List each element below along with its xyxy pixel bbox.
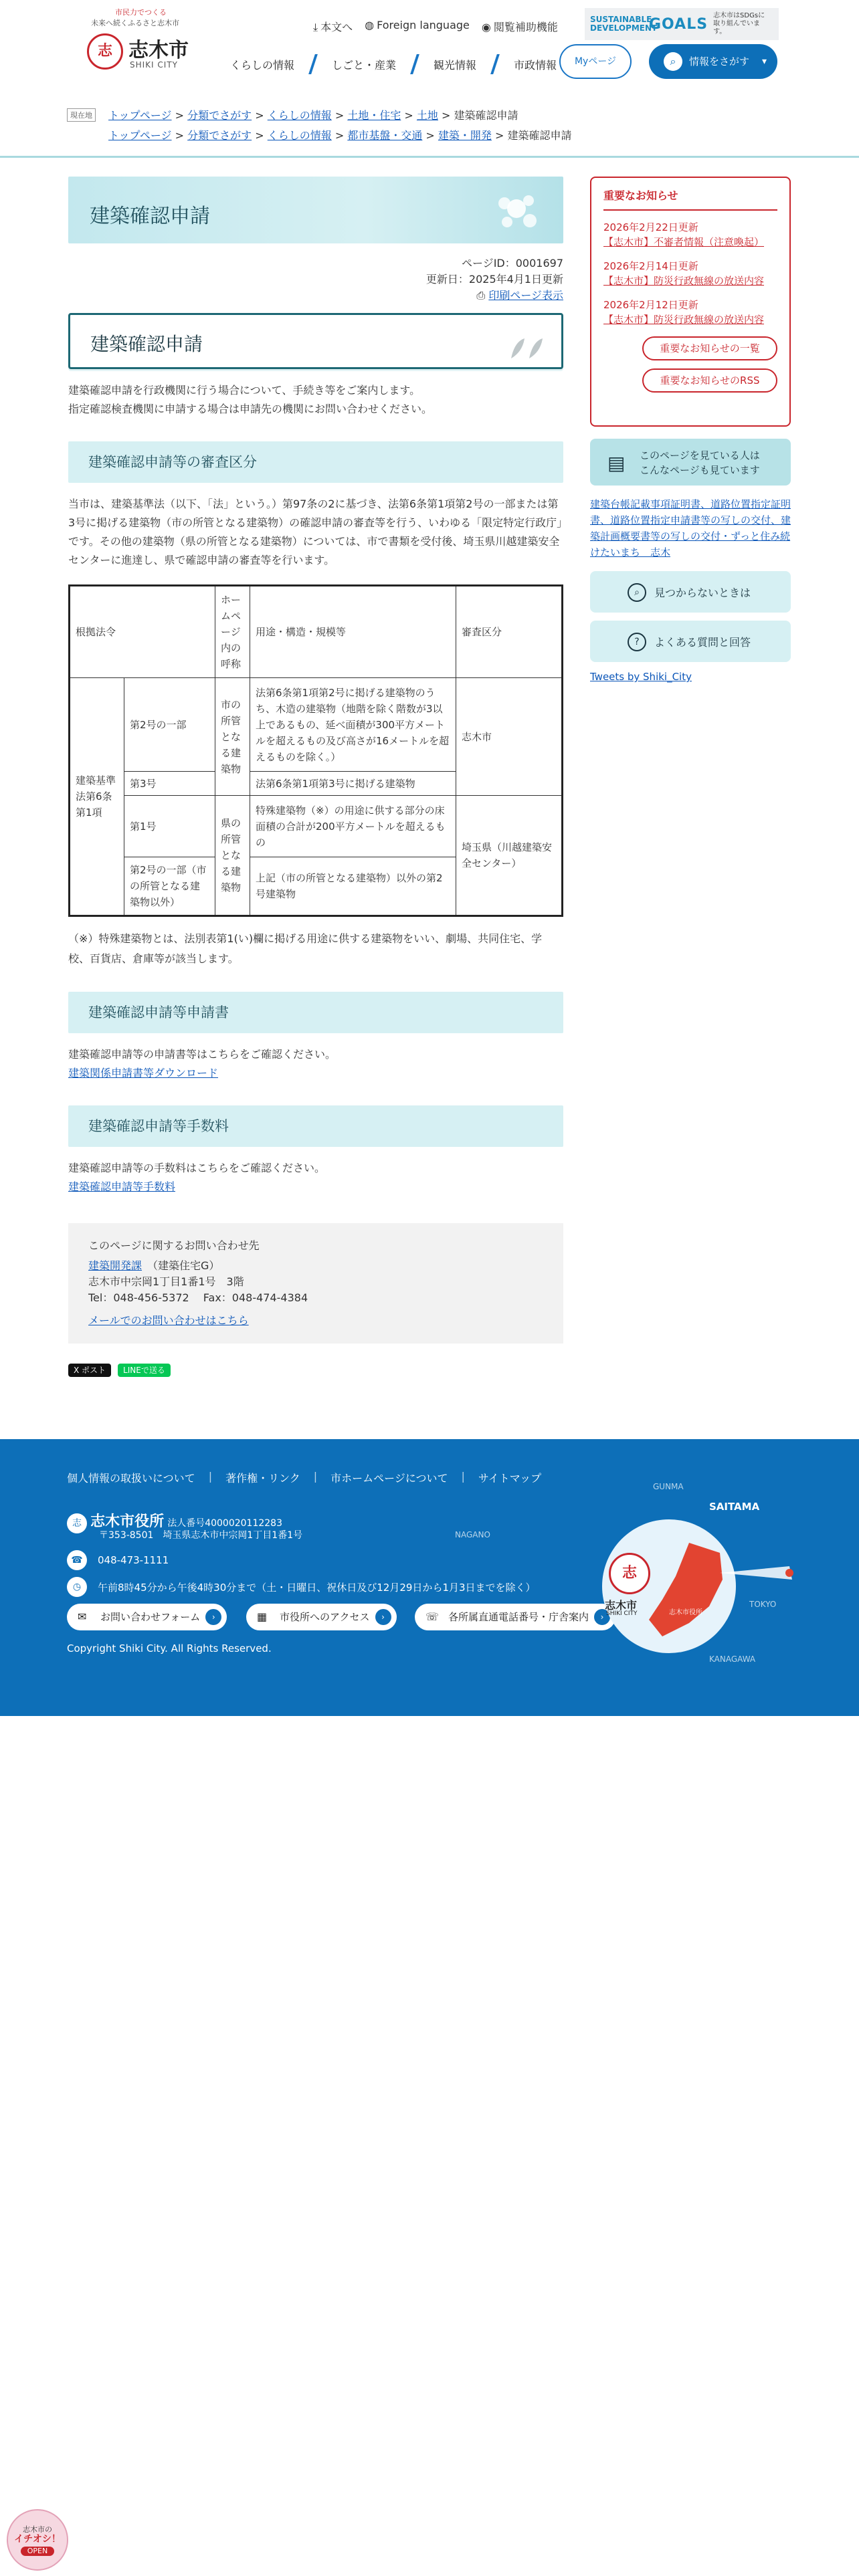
- sdgs-top: SUSTAINABLE DEVELOPMENT: [590, 15, 658, 33]
- global-nav: [213, 52, 574, 76]
- phone-icon: ☎: [67, 1550, 87, 1570]
- news-date: 2026年2月12日更新: [603, 299, 698, 311]
- section-heading-text: 建築確認申請: [90, 333, 203, 355]
- breadcrumb-link[interactable]: 土地: [416, 109, 438, 122]
- footer-link[interactable]: 個人情報の取扱いについて: [67, 1472, 195, 1485]
- footer-corp-number: 法人番号4000020112283: [167, 1518, 282, 1529]
- logo-tagline-2: 未来へ続くふるさと志木市: [91, 19, 179, 27]
- footer-hours-text: 午前8時45分から午後4時30分まで（土・日曜日、祝休日及び12月29日から1月3日までを除く）: [98, 1581, 536, 1594]
- main-content: [68, 177, 563, 1377]
- map-city-en: SHIKI CITY: [606, 1610, 638, 1617]
- table-header: 根拠法令: [70, 586, 215, 678]
- news-date: 2026年2月14日更新: [603, 260, 698, 272]
- review-table: [68, 584, 563, 917]
- sec-forms-text: 建築確認申請等の申請書等はこちらをご確認ください。 建築関係申請書等ダウンロード: [68, 1048, 337, 1079]
- breadcrumb-link[interactable]: 建築・開発: [438, 129, 492, 142]
- breadcrumb-line-1: トップページ > 分類でさがす > くらしの情報 > 土地・住宅 > 土地 > 建築確認申請: [108, 109, 518, 122]
- inquiry-form-button[interactable]: ✉ お問い合わせフォーム ›: [67, 1604, 227, 1630]
- news-link[interactable]: 【志木市】不審者情報（注意喚起）: [603, 236, 765, 248]
- section-heading: [68, 313, 563, 369]
- sec-review-text: 当市は、建築基準法（以下、「法」という。）第97条の2に基づき、法第6条第1項第2号の一部または第3号に掲げる建築物（市の所管となる建築物）の確認申請の審査等を行う、いわゆる「限定特定行政庁」です。その他の建築物（県の所管となる建築物）については、市で書類を受付後、埼玉県川越建築安全センターに進達し、県で確認申請の審査等を行います。: [68, 498, 563, 566]
- important-notices: [590, 177, 791, 427]
- note-text: （※）特殊建築物とは、法別表第1(い)欄に掲げる用途に供する建築物をいい、劇場、共同住宅、学校、百貨店、倉庫等が該当します。: [68, 932, 543, 965]
- nav-work[interactable]: しごと・産業: [332, 58, 397, 72]
- line-share-button[interactable]: LINEで送る: [118, 1364, 171, 1377]
- breadcrumb-line-2: トップページ > 分類でさがす > くらしの情報 > 都市基盤・交通 > 建築・開発 > 建築確認申請: [108, 129, 572, 142]
- news-item: [603, 220, 777, 249]
- table-header: 審査区分: [456, 586, 563, 678]
- not-found-label: 見つからないときは: [654, 586, 751, 599]
- also-viewed-header: [590, 439, 791, 486]
- recommend-open-button[interactable]: [7, 2509, 68, 2571]
- recommend-open-label: OPEN: [21, 2547, 54, 2556]
- foreign-language-link[interactable]: ◍ Foreign language: [365, 19, 470, 31]
- news-item: [603, 259, 777, 288]
- footer-phone: [67, 1550, 169, 1570]
- news-item: [603, 298, 777, 327]
- forms-download-link[interactable]: 建築関係申請書等ダウンロード: [68, 1067, 219, 1079]
- arrow-right-icon: ›: [375, 1609, 391, 1625]
- table-cell: 第2号の一部（市の所管となる建築物以外）: [124, 857, 215, 916]
- city-emblem-icon: 志: [67, 1513, 87, 1533]
- arrow-right-icon: ›: [205, 1609, 221, 1625]
- news-link[interactable]: 【志木市】防災行政無線の放送内容: [603, 314, 765, 326]
- table-cell: 法第6条第1項第2号に掲げる建築物のうち、木造の建築物（地階を除く階数が3以上であるもの、延べ面積が300平方メートルを超えるもの及び高さが16メートルを超えるものを除く。）: [250, 678, 456, 772]
- contact-title: このページに関するお問い合わせ先: [88, 1239, 260, 1252]
- table-cell: 第1号: [124, 796, 215, 857]
- x-post-button[interactable]: X ポスト: [68, 1364, 111, 1377]
- site-header: [0, 0, 859, 100]
- breadcrumb-link[interactable]: 土地・住宅: [347, 109, 401, 122]
- intro-text: 建築確認申請を行政機関に行う場合について、手続き等をご案内します。 指定確認検査機関に申請する場合は申請先の機関にお問い合わせください。: [68, 384, 433, 415]
- skip-to-content-link[interactable]: ⤓ 本文へ: [313, 21, 353, 33]
- print-link[interactable]: 印刷ページ表示: [488, 289, 563, 302]
- breadcrumb-link[interactable]: 分類でさがす: [187, 109, 252, 122]
- search-info-button[interactable]: [649, 44, 777, 79]
- not-found-button[interactable]: [590, 571, 791, 613]
- copyright: Copyright Shiki City. All Rights Reserved.: [67, 1642, 272, 1654]
- table-cell: 埼玉県（川越建築安全センター）: [456, 796, 563, 916]
- recommend-line2: イチオシ！: [14, 2534, 61, 2545]
- logo-name: 志木市: [128, 39, 189, 62]
- map-label: KANAGAWA: [709, 1654, 756, 1664]
- map-label: TOKYO: [749, 1600, 777, 1609]
- utility-links: [313, 19, 558, 34]
- site-footer: [0, 1439, 859, 1716]
- mypage-button[interactable]: [559, 44, 632, 79]
- table-header: 用途・構造・規模等: [250, 586, 456, 678]
- phone-directory-icon: ☏: [425, 1610, 440, 1623]
- breadcrumb-badge: 現在地: [67, 108, 96, 122]
- sidebar: [590, 177, 791, 685]
- site-logo[interactable]: [82, 7, 209, 68]
- leaf-decoration-icon: [508, 335, 548, 362]
- footer-link[interactable]: サイトマップ: [478, 1472, 542, 1485]
- table-cell: 市の所管となる建築物: [215, 678, 250, 796]
- sdgs-sub: 志木市はSDGsに取り組んでいます。: [713, 12, 765, 35]
- also-viewed-link[interactable]: 建築台帳記載事項証明書、道路位置指定証明書、道路位置指定申請書等の写しの交付、建築計画概要書等の写しの交付・ずっと住み続けたいまち 志木: [590, 498, 791, 558]
- access-button[interactable]: ▦ 市役所へのアクセス ›: [246, 1604, 397, 1630]
- sec-forms-title: 建築確認申請等申請書: [68, 992, 563, 1033]
- download-icon: ⤓: [313, 21, 318, 33]
- nav-living[interactable]: くらしの情報: [230, 58, 295, 72]
- footer-hours: [67, 1577, 536, 1597]
- contact-address: 志木市中宗岡1丁目1番1号 3階: [88, 1275, 244, 1288]
- footer-city-info: [67, 1510, 468, 1541]
- map-cityhall: 志木市役所: [669, 1609, 702, 1616]
- flower-decoration-icon: [490, 189, 543, 235]
- table-cell: 志木市: [456, 678, 563, 796]
- also-viewed-line2: こんなページも見ています: [640, 464, 760, 476]
- sec-fees-title: 建築確認申請等手数料: [68, 1105, 563, 1147]
- page-title-banner: [68, 177, 563, 243]
- footer-link[interactable]: 市ホームページについて: [330, 1472, 448, 1485]
- map-label: NAGANO: [455, 1530, 490, 1539]
- table-header: ホームページ内の呼称: [215, 586, 250, 678]
- breadcrumb-link[interactable]: トップページ: [108, 109, 172, 122]
- table-cell: 第2号の一部: [124, 678, 215, 772]
- logo-en: SHIKI CITY: [130, 60, 178, 70]
- contact-sub: （建築住宅G）: [153, 1259, 220, 1272]
- logo-tagline: 市民力でつくる: [115, 8, 167, 17]
- updated-date: 更新日：2025年4月1日更新: [425, 273, 563, 286]
- footer-address: 〒353-8501 埼玉県志木市中宗岡1丁目1番1号: [99, 1529, 303, 1541]
- breadcrumb: [0, 100, 859, 158]
- magnifier-page-icon: ⌕: [628, 583, 646, 602]
- nav-cityinfo[interactable]: 市政情報: [514, 58, 557, 72]
- map-emblem-icon: 志: [609, 1553, 650, 1594]
- printer-icon: ⎙: [476, 289, 489, 302]
- mail-icon: ✉: [78, 1610, 87, 1623]
- page-meta: [68, 255, 563, 304]
- table-cell: 建築基準法第6条第1項: [70, 678, 124, 916]
- breadcrumb-link[interactable]: くらしの情報: [267, 129, 332, 142]
- mypage-label: Myページ: [574, 56, 617, 67]
- table-cell: 上記（市の所管となる建築物）以外の第2号建築物: [250, 857, 456, 916]
- page-title: 建築確認申請: [90, 205, 210, 228]
- tweets-link[interactable]: Tweets by Shiki_City: [590, 671, 692, 683]
- table-cell: 県の所管となる建築物: [215, 796, 250, 916]
- recommend-line1: 志木市の: [23, 2525, 52, 2534]
- table-cell: 特殊建築物（※）の用途に供する部分の床面積の合計が200平方メートルを超えるもの: [250, 796, 456, 857]
- nav-tourism[interactable]: 観光情報: [434, 58, 477, 72]
- footer-links: 個人情報の取扱いについて | 著作権・リンク | 市ホームページについて | サイトマップ: [67, 1470, 542, 1485]
- footer-phone-number: 048-473-1111: [98, 1554, 169, 1566]
- contact-dept-link[interactable]: 建築開発課: [88, 1259, 142, 1272]
- question-icon: ?: [628, 633, 646, 651]
- clock-icon: ◷: [67, 1577, 87, 1597]
- breadcrumb-link[interactable]: トップページ: [108, 129, 172, 142]
- breadcrumb-link[interactable]: 分類でさがす: [187, 129, 252, 142]
- faq-button[interactable]: [590, 621, 791, 662]
- eye-icon: ◉: [481, 21, 491, 33]
- footer-city-name: 志木市役所: [90, 1513, 165, 1530]
- sec-review-title: 建築確認申請等の審査区分: [68, 441, 563, 483]
- table-cell: 法第6条第1項第3号に掲げる建築物: [250, 772, 456, 796]
- pages-icon: ▤: [607, 452, 626, 474]
- map-city-name: 志木市: [605, 1599, 638, 1612]
- footer-link[interactable]: 著作権・リンク: [225, 1472, 300, 1485]
- breadcrumb-current: 建築確認申請: [454, 109, 518, 122]
- chevron-down-icon: ▾: [761, 56, 767, 67]
- news-date: 2026年2月22日更新: [603, 221, 698, 233]
- table-cell: 第3号: [124, 772, 215, 796]
- sdgs-goals: GOALS: [649, 15, 708, 33]
- map-label: GUNMA: [653, 1482, 684, 1491]
- notices-rss-button[interactable]: 重要なお知らせのRSS: [642, 368, 777, 393]
- faq-label: よくある質問と回答: [654, 636, 751, 649]
- arrow-right-icon: ›: [594, 1609, 610, 1625]
- contact-phone: Tel：048-456-5372 Fax：048-474-4384: [88, 1291, 308, 1304]
- accessibility-link[interactable]: ◉ 閲覧補助機能: [481, 21, 558, 33]
- sec-fees-text: 建築確認申請等の手数料はこちらをご確認ください。 建築確認申請等手数料: [68, 1162, 326, 1193]
- page-id: ページID：0001697: [462, 257, 563, 270]
- contact-box: [68, 1223, 563, 1344]
- news-link[interactable]: 【志木市】防災行政無線の放送内容: [603, 275, 765, 287]
- notices-list-button[interactable]: 重要なお知らせの一覧: [642, 336, 777, 360]
- contact-mail-link[interactable]: メールでのお問い合わせはこちら: [88, 1314, 249, 1327]
- city-emblem-icon: 志: [87, 33, 123, 70]
- breadcrumb-link[interactable]: 都市基盤・交通: [347, 129, 423, 142]
- important-title: 重要なお知らせ: [603, 187, 777, 211]
- breadcrumb-current: 建築確認申請: [507, 129, 572, 142]
- sdgs-banner[interactable]: [585, 8, 779, 40]
- search-icon: ⌕: [664, 52, 682, 71]
- phone-directory-button[interactable]: ☏ 各所属直通電話番号・庁舎案内 ›: [415, 1604, 615, 1630]
- globe-icon: ◍: [365, 19, 375, 31]
- share-buttons: [68, 1364, 563, 1377]
- building-icon: ▦: [257, 1610, 268, 1623]
- map-label: SAITAMA: [709, 1501, 760, 1513]
- fees-link[interactable]: 建築確認申請等手数料: [68, 1180, 176, 1193]
- breadcrumb-link[interactable]: くらしの情報: [267, 109, 332, 122]
- search-label: 情報をさがす: [689, 56, 750, 68]
- also-viewed-line1: このページを見ている人は: [640, 449, 760, 461]
